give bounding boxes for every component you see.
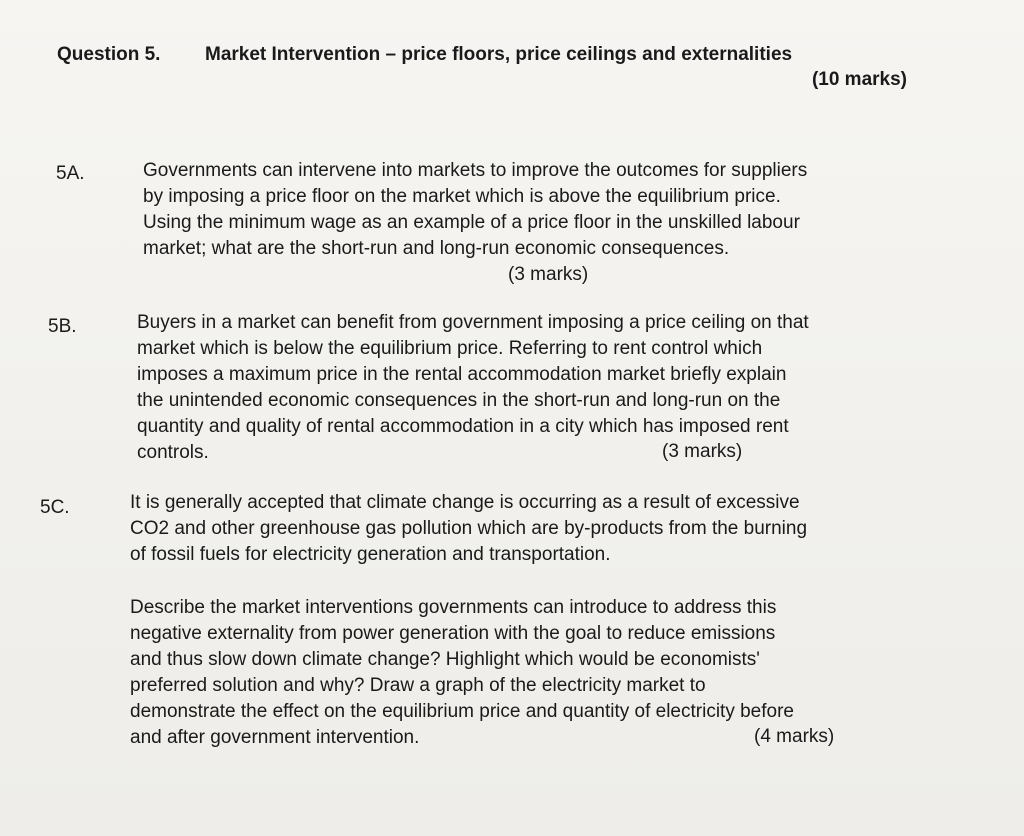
part-5c-task [130, 595, 794, 751]
part-5b-line: controls. [137, 442, 209, 463]
part-5a-line: market; what are the short-run and long-run economic consequences. [143, 238, 730, 259]
part-5a-line: Using the minimum wage as an example of a price floor in the unskilled labour [143, 212, 800, 233]
part-5b-line: market which is below the equilibrium price. Referring to rent control which [137, 338, 763, 359]
part-5b-line: Buyers in a market can benefit from government imposing a price ceiling on that [137, 312, 809, 333]
part-5a-marks: (3 marks) [508, 264, 589, 285]
part-5b-line: the unintended economic consequences in the short-run and long-run on the [137, 390, 781, 411]
part-5c-line: and after government intervention. [130, 727, 420, 748]
question-total-marks: (10 marks) [811, 69, 907, 90]
part-5c-line: CO2 and other greenhouse gas pollution which are by-products from the burning [130, 518, 808, 539]
part-5a-line: by imposing a price floor on the market which is above the equilibrium price. [143, 186, 781, 207]
question-number: Question 5. [57, 44, 161, 65]
part-5c-line: preferred solution and why? Draw a graph of the electricity market to [130, 675, 706, 696]
part-5b-line: imposes a maximum price in the rental accommodation market briefly explain [137, 364, 787, 385]
part-5c-line: It is generally accepted that climate change is occurring as a result of excessive [130, 492, 800, 513]
part-5c-label: 5C. [40, 497, 70, 518]
part-5c-intro [130, 490, 807, 568]
part-5c-line: Describe the market interventions governments can introduce to address this [130, 597, 777, 618]
part-5c-marks: (4 marks) [754, 726, 835, 747]
part-5a-label: 5A. [56, 163, 85, 184]
question-title: Market Intervention – price floors, price ceilings and externalities [205, 44, 793, 65]
part-5c-line: and thus slow down climate change? Highlight which would be economists' [130, 649, 760, 670]
part-5b-label: 5B. [48, 316, 77, 337]
part-5a-line: Governments can intervene into markets to improve the outcomes for suppliers [143, 160, 808, 181]
part-5c-line: demonstrate the effect on the equilibrium price and quantity of electricity before [130, 701, 794, 722]
question-heading [57, 42, 917, 90]
part-5a-text [143, 158, 807, 262]
part-5c-line: of fossil fuels for electricity generation and transportation. [130, 544, 611, 565]
part-5b-line: quantity and quality of rental accommodation in a city which has imposed rent [137, 416, 789, 437]
part-5b-marks: (3 marks) [662, 441, 743, 462]
part-5c-line: negative externality from power generation with the goal to reduce emissions [130, 623, 776, 644]
